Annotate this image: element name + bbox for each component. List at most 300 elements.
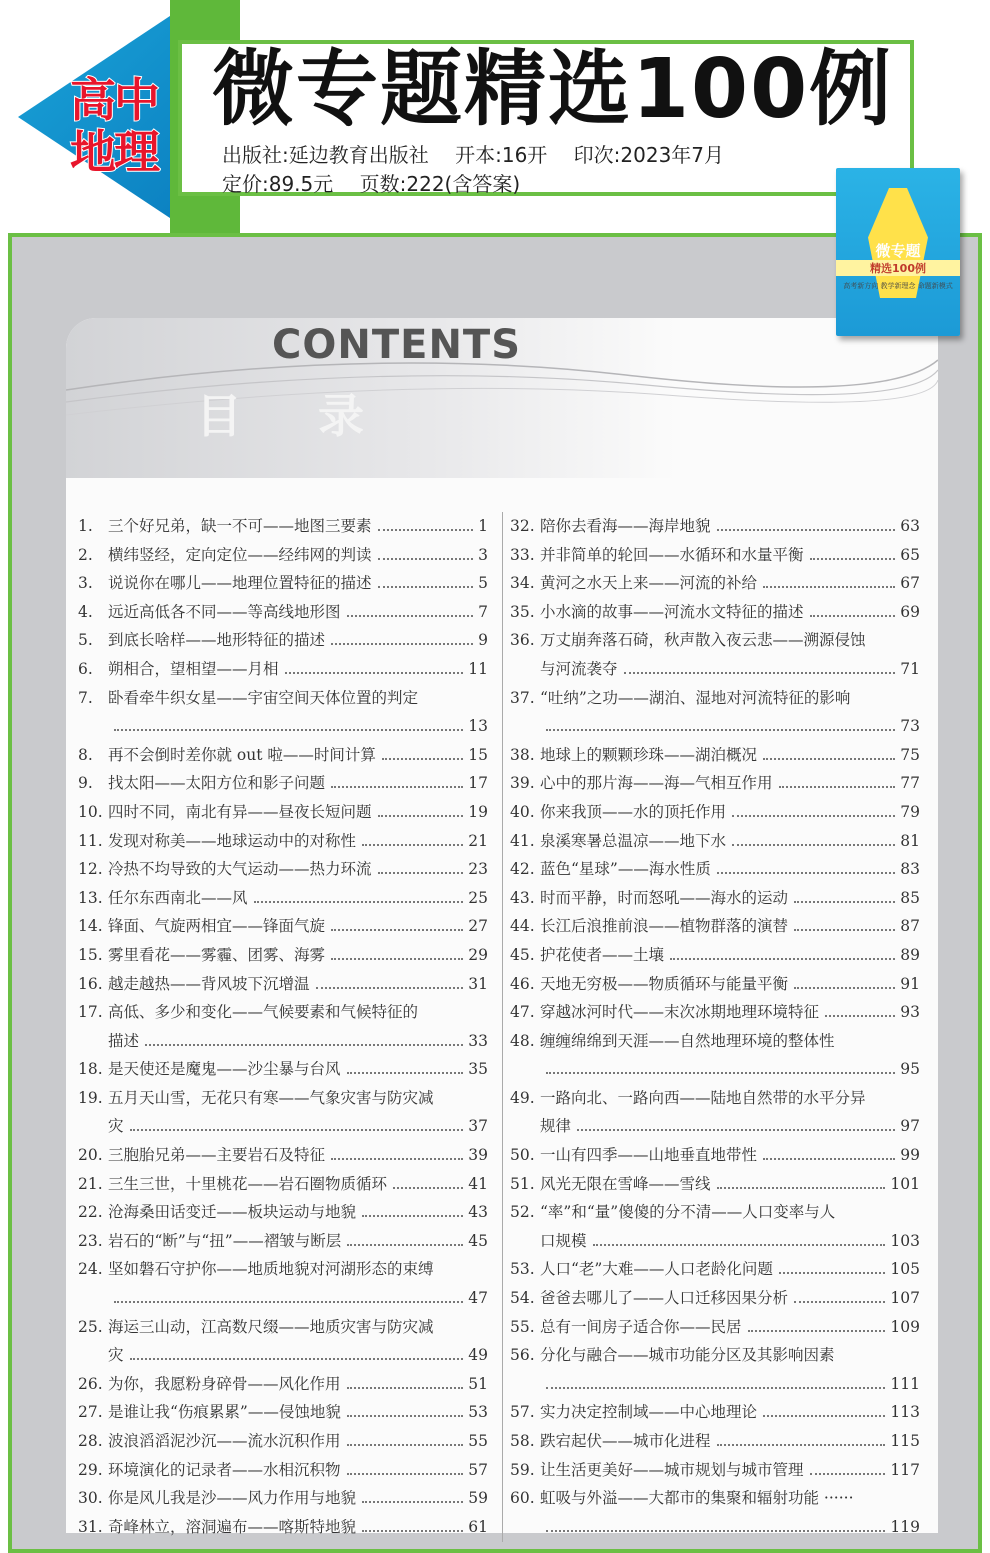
toc-entry[interactable] — [78, 684, 488, 741]
toc-entry-leader-row — [78, 1427, 488, 1456]
toc-entry[interactable] — [78, 912, 488, 941]
toc-page-number: 73 — [900, 717, 920, 736]
toc-entry-number: 34. — [510, 574, 535, 593]
toc-entry-title: 远近高低各不同——等高线地形图 — [108, 602, 341, 621]
toc-entry-leader-row — [78, 1370, 488, 1399]
toc-entry-title: 跌宕起伏——城市化进程 — [540, 1432, 711, 1450]
toc-dot-leader — [794, 901, 895, 903]
toc-entry[interactable] — [510, 541, 920, 570]
toc-entry[interactable] — [78, 512, 488, 541]
toc-entry[interactable] — [78, 1255, 488, 1312]
toc-page-number: 35 — [468, 1060, 488, 1079]
toc-entry-number: 51. — [510, 1174, 535, 1193]
toc-page-number: 105 — [890, 1260, 920, 1279]
toc-dot-leader — [378, 558, 474, 560]
toc-page-number: 97 — [900, 1117, 920, 1136]
toc-entry[interactable] — [510, 741, 920, 770]
toc-dot-leader — [114, 729, 463, 731]
toc-entry-leader-row — [510, 655, 920, 684]
toc-column-left — [78, 512, 488, 1541]
toc-page-number: 71 — [900, 659, 920, 678]
toc-dot-leader — [825, 1015, 895, 1017]
toc-dot-leader — [347, 1072, 464, 1074]
toc-page-number: 13 — [468, 717, 488, 736]
toc-entry[interactable] — [78, 769, 488, 798]
toc-entry-title: 三个好兄弟，缺一不可——地图三要素 — [108, 517, 372, 535]
toc-dot-leader — [593, 1244, 886, 1246]
toc-entry-number: 26. — [78, 1374, 103, 1393]
toc-entry-leader-row — [78, 626, 488, 655]
toc-entry[interactable] — [78, 1313, 488, 1370]
toc-entry-title: 小水滴的故事——河流水文特征的描述 — [540, 602, 804, 621]
toc-dot-leader — [382, 758, 463, 760]
toc-entry[interactable] — [510, 970, 920, 999]
toc-entry-number: 15. — [78, 945, 103, 964]
toc-dot-leader — [779, 1272, 886, 1274]
toc-entry-number: 22. — [78, 1203, 103, 1222]
toc-entry[interactable] — [78, 1513, 488, 1542]
toc-entry-number: 54. — [510, 1289, 535, 1308]
toc-page-number: 91 — [900, 974, 920, 993]
toc-dot-leader — [347, 1415, 463, 1417]
toc-entry-title: 灾 — [108, 1346, 124, 1365]
toc-dot-leader — [748, 1330, 886, 1332]
toc-entry-number: 56. — [510, 1346, 535, 1365]
info-line-2 — [222, 168, 540, 197]
toc-dot-leader — [717, 872, 895, 874]
toc-entry-number: 36. — [510, 631, 535, 650]
toc-entry-number: 25. — [78, 1317, 103, 1336]
toc-page-number: 15 — [468, 745, 488, 764]
toc-entry-title-line: 分化与融合——城市功能分区及其影响因素 — [540, 1346, 835, 1365]
toc-entry-title: 发现对称美——地球运动中的对称性 — [108, 831, 357, 850]
toc-dot-leader — [347, 615, 474, 617]
toc-entry[interactable] — [510, 569, 920, 598]
toc-entry[interactable] — [78, 827, 488, 856]
toc-entry[interactable] — [78, 855, 488, 884]
toc-entry-title: 让生活更美好——城市规划与城市管理 — [540, 1460, 804, 1479]
toc-entry-title: 三生三世，十里桃花——岩石圈物质循环 — [108, 1174, 388, 1193]
toc-entry[interactable] — [78, 970, 488, 999]
toc-entry-title: 一山有四季——山地垂直地带性 — [540, 1146, 758, 1165]
toc-entry[interactable] — [510, 798, 920, 827]
toc-entry-leader-row — [510, 855, 920, 884]
toc-entry-leader-row — [510, 598, 920, 627]
toc-entry-title: 任尔东西南北——风 — [108, 888, 248, 907]
toc-entry-leader-row — [78, 1484, 488, 1513]
toc-page-number: 33 — [468, 1031, 488, 1050]
toc-page-number: 107 — [890, 1289, 920, 1308]
toc-entry[interactable] — [78, 998, 488, 1055]
toc-entry-leader-row — [78, 1227, 488, 1256]
toc-dot-leader — [347, 1444, 464, 1446]
subject-label — [70, 74, 180, 178]
toc-dot-leader — [794, 929, 895, 931]
toc-entry-leader-row — [78, 1398, 488, 1427]
toc-entry-number: 4. — [78, 602, 93, 621]
toc-page-number: 103 — [890, 1231, 920, 1250]
toc-entry[interactable] — [78, 1484, 488, 1513]
toc-entry[interactable] — [510, 1027, 920, 1084]
toc-entry[interactable] — [78, 1398, 488, 1427]
toc-dot-leader — [717, 1187, 886, 1189]
toc-dot-leader — [285, 672, 464, 674]
subject-line-2: 地理 — [70, 125, 158, 179]
toc-page-number: 85 — [900, 888, 920, 907]
toc-entry-leader-row — [510, 1255, 920, 1284]
toc-entry-title-line: 海运三山动，江高数尺缀——地质灾害与防灾减 — [108, 1317, 434, 1336]
toc-page-number: 119 — [890, 1517, 920, 1536]
toc-entry-title: 再不会倒时差你就 out 啦——时间计算 — [108, 745, 376, 764]
toc-entry-title: 到底长啥样——地形特征的描述 — [108, 631, 326, 650]
toc-entry[interactable] — [78, 541, 488, 570]
toc-page-number: 47 — [468, 1289, 488, 1308]
toc-entry-number: 19. — [78, 1088, 103, 1107]
toc-page-number: 27 — [468, 917, 488, 936]
toc-dot-leader — [794, 987, 895, 989]
toc-entry-number: 32. — [510, 517, 535, 535]
toc-page-number: 51 — [468, 1374, 488, 1393]
toc-entry-title-line: 缠缠绵绵到天涯——自然地理环境的整体性 — [540, 1031, 835, 1050]
toc-entry-leader-row — [78, 970, 488, 999]
toc-page-number: 95 — [900, 1060, 920, 1079]
toc-entry-leader-row — [78, 569, 488, 598]
toc-entry-title: 岩石的“断”与“扭”——褶皱与断层 — [108, 1231, 342, 1250]
book-title: 微专题精选100例 — [212, 42, 894, 137]
toc-entry-title-line: 五月天山雪，无花只有寒——气象灾害与防灾减 — [108, 1088, 434, 1107]
toc-entry[interactable] — [78, 626, 488, 655]
toc-entry-leader-row — [78, 1284, 488, 1313]
toc-entry[interactable] — [510, 998, 920, 1027]
toc-page-number: 67 — [900, 574, 920, 593]
toc-entry-number: 50. — [510, 1146, 535, 1165]
toc-entry-number: 45. — [510, 945, 535, 964]
toc-page-number: 83 — [900, 860, 920, 879]
toc-entry[interactable] — [78, 1370, 488, 1399]
toc-entry[interactable] — [78, 569, 488, 598]
toc-entry-leader-row — [78, 1141, 488, 1170]
toc-entry[interactable] — [78, 1170, 488, 1199]
toc-entry[interactable] — [510, 769, 920, 798]
toc-entry-title: 是天使还是魔鬼——沙尘暴与台风 — [108, 1060, 341, 1079]
toc-entry-number: 16. — [78, 974, 103, 993]
toc-entry[interactable] — [510, 1084, 920, 1141]
toc-dot-leader — [378, 529, 474, 531]
toc-entry[interactable] — [510, 1427, 920, 1456]
toc-page-number: 7 — [478, 602, 488, 621]
toc-entry[interactable] — [510, 1284, 920, 1313]
toc-dot-leader — [362, 844, 463, 846]
toc-page-number: 101 — [890, 1174, 920, 1193]
toc-entry-leader-row — [510, 1370, 920, 1399]
toc-entry-leader-row — [78, 827, 488, 856]
toc-entry-leader-row — [78, 1027, 488, 1056]
toc-entry[interactable] — [78, 598, 488, 627]
toc-entry-leader-row — [78, 1198, 488, 1227]
toc-entry[interactable] — [78, 1456, 488, 1485]
toc-entry[interactable] — [510, 827, 920, 856]
printing: 印次:2023年7月 — [573, 143, 725, 167]
toc-entry-leader-row — [78, 1456, 488, 1485]
toc-entry-leader-row — [510, 1055, 920, 1084]
toc-entry[interactable] — [78, 1227, 488, 1256]
toc-dot-leader — [331, 958, 463, 960]
toc-entry-leader-row — [510, 1427, 920, 1456]
toc-entry[interactable] — [78, 1084, 488, 1141]
toc-page-number: 37 — [468, 1117, 488, 1136]
toc-entry-leader-row — [510, 1456, 920, 1485]
toc-entry-leader-row — [78, 1170, 488, 1199]
toc-entry[interactable] — [78, 798, 488, 827]
toc-entry[interactable] — [78, 1198, 488, 1227]
toc-dot-leader — [546, 729, 895, 731]
toc-entry-leader-row — [510, 1313, 920, 1342]
toc-page-number: 63 — [900, 517, 920, 535]
toc-entry-title: 口规模 — [540, 1231, 587, 1250]
cover-title: 微专题 — [875, 242, 921, 260]
toc-entry-number: 41. — [510, 831, 535, 850]
toc-entry-title: 泉溪寒暑总温凉——地下水 — [540, 831, 727, 850]
toc-entry-number: 35. — [510, 602, 535, 621]
toc-page-number: 21 — [468, 831, 488, 850]
toc-page-number: 3 — [478, 545, 488, 564]
toc-entry[interactable] — [510, 1341, 920, 1398]
toc-entry[interactable] — [510, 855, 920, 884]
toc-entry-number: 44. — [510, 917, 535, 936]
toc-entry[interactable] — [78, 1055, 488, 1084]
toc-dot-leader — [145, 1044, 463, 1046]
column-divider — [502, 512, 503, 1542]
toc-entry-number: 13. — [78, 888, 103, 907]
toc-entry[interactable] — [78, 741, 488, 770]
toc-dot-leader — [331, 643, 473, 645]
toc-page-number: 25 — [468, 888, 488, 907]
toc-entry[interactable] — [78, 1427, 488, 1456]
toc-entry-leader-row — [510, 541, 920, 570]
toc-entry-title-line: 高低、多少和变化——气候要素和气候特征的 — [108, 1003, 419, 1022]
toc-entry-title: 灾 — [108, 1117, 124, 1136]
toc-page-number: 89 — [900, 945, 920, 964]
toc-entry-number: 27. — [78, 1403, 103, 1422]
toc-entry-number: 30. — [78, 1489, 103, 1508]
toc-page-number: 1 — [478, 517, 488, 535]
toc-column-right — [510, 512, 920, 1541]
toc-entry-leader-row — [510, 827, 920, 856]
publisher: 出版社:延边教育出版社 — [222, 143, 429, 167]
toc-entry-leader-row — [510, 970, 920, 999]
toc-dot-leader — [347, 1244, 463, 1246]
toc-entry-number: 28. — [78, 1432, 103, 1450]
toc-page-number: 49 — [468, 1346, 488, 1365]
toc-entry-number: 2. — [78, 545, 93, 564]
toc-entry-title-line: 虹吸与外溢——大都市的集聚和辐射功能 ······ — [540, 1489, 854, 1508]
toc-dot-leader — [717, 1444, 886, 1446]
toc-entry-title: 横纬竖经，定向定位——经纬网的判读 — [108, 545, 372, 564]
toc-entry-title: 奇峰林立，溶洞遍布——喀斯特地貌 — [108, 1517, 357, 1536]
price: 定价:89.5元 — [222, 172, 334, 196]
toc-entry-title: 越走越热——背风坡下沉增温 — [108, 974, 310, 993]
toc-entry-title: 心中的那片海——海—气相互作用 — [540, 774, 773, 793]
toc-page-number: 93 — [900, 1003, 920, 1022]
toc-entry-title: 描述 — [108, 1031, 140, 1050]
toc-entry[interactable] — [510, 1141, 920, 1170]
toc-entry-leader-row — [510, 798, 920, 827]
toc-entry-leader-row — [78, 941, 488, 970]
toc-entry[interactable] — [510, 626, 920, 683]
toc-entry-number: 14. — [78, 917, 103, 936]
toc-dot-leader — [393, 1187, 463, 1189]
toc-dot-leader — [546, 1530, 885, 1532]
toc-dot-leader — [763, 1415, 885, 1417]
toc-entry[interactable] — [510, 1255, 920, 1284]
toc-entry-title: 并非简单的轮回——水循环和水量平衡 — [540, 545, 804, 564]
toc-page-number: 23 — [468, 860, 488, 879]
toc-entry-title: 总有一间房子适合你——民居 — [540, 1317, 742, 1336]
toc-entry-number: 48. — [510, 1031, 535, 1050]
toc-page-number: 99 — [900, 1146, 920, 1165]
toc-entry-leader-row — [510, 1284, 920, 1313]
toc-page-number: 77 — [900, 774, 920, 793]
toc-dot-leader — [331, 929, 463, 931]
toc-entry-leader-row — [510, 1141, 920, 1170]
toc-page-number: 41 — [468, 1174, 488, 1193]
toc-entry-leader-row — [510, 512, 920, 541]
toc-page-number: 53 — [468, 1403, 488, 1422]
toc-page-number: 75 — [900, 745, 920, 764]
info-line-1 — [222, 139, 744, 168]
toc-entry[interactable] — [78, 941, 488, 970]
toc-entry-leader-row — [78, 598, 488, 627]
toc-entry-number: 40. — [510, 802, 535, 821]
toc-entry[interactable] — [510, 684, 920, 741]
toc-dot-leader — [717, 529, 896, 531]
toc-dot-leader — [763, 1158, 895, 1160]
toc-entry-title: 陪你去看海——海岸地貌 — [540, 517, 711, 535]
toc-entry[interactable] — [510, 1313, 920, 1342]
toc-dot-leader — [577, 1129, 895, 1131]
toc-entry-title-line: “吐纳”之功——湖泊、湿地对河流特征的影响 — [540, 688, 851, 707]
toc-entry-leader-row — [78, 655, 488, 684]
toc-entry-number: 49. — [510, 1088, 535, 1107]
toc-entry[interactable] — [510, 941, 920, 970]
toc-entry-title: 穿越冰河时代——末次冰期地理环境特征 — [540, 1003, 820, 1022]
toc-dot-leader — [331, 786, 463, 788]
toc-entry[interactable] — [510, 1170, 920, 1199]
mulu-heading: 目 录 — [196, 389, 395, 443]
toc-page-number: 17 — [468, 774, 488, 793]
toc-entry[interactable] — [510, 598, 920, 627]
toc-entry-leader-row — [510, 912, 920, 941]
toc-entry-title: 锋面、气旋两相宜——锋面气旋 — [108, 917, 326, 936]
toc-dot-leader — [378, 815, 464, 817]
toc-dot-leader — [810, 558, 896, 560]
toc-dot-leader — [546, 1072, 895, 1074]
toc-entry-number: 38. — [510, 745, 535, 764]
toc-dot-leader — [670, 958, 895, 960]
toc-page-number: 39 — [468, 1146, 488, 1165]
toc-entry-number: 53. — [510, 1260, 535, 1279]
toc-page-number: 117 — [890, 1460, 920, 1479]
toc-dot-leader — [362, 1530, 463, 1532]
toc-entry-title: 爸爸去哪儿了——人口迁移因果分析 — [540, 1289, 789, 1308]
toc-dot-leader — [114, 1301, 463, 1303]
toc-dot-leader — [254, 901, 464, 903]
toc-entry-leader-row — [78, 855, 488, 884]
toc-dot-leader — [347, 1387, 464, 1389]
toc-entry-title: 三胞胎兄弟——主要岩石及特征 — [108, 1146, 326, 1165]
toc-entry-title: 与河流袭夺 — [540, 659, 618, 678]
toc-entry-title: 说说你在哪儿——地理位置特征的描述 — [108, 574, 372, 593]
toc-entry-title: 天地无穷极——物质循环与能量平衡 — [540, 974, 789, 993]
toc-entry-leader-row — [78, 1341, 488, 1370]
toc-entry-number: 59. — [510, 1460, 535, 1479]
book-cover-image — [836, 168, 960, 336]
toc-entry-leader-row — [78, 769, 488, 798]
toc-page-number: 113 — [890, 1403, 920, 1422]
toc-entry-title: 地球上的颗颗珍珠——湖泊概况 — [540, 745, 758, 764]
toc-entry-leader-row — [510, 712, 920, 741]
toc-entry-leader-row — [78, 1112, 488, 1141]
toc-entry-title: 你来我顶——水的顶托作用 — [540, 802, 727, 821]
toc-entry-number: 46. — [510, 974, 535, 993]
toc-page-number: 61 — [468, 1517, 488, 1536]
toc-entry-leader-row — [510, 569, 920, 598]
toc-entry-number: 5. — [78, 631, 93, 650]
toc-entry-title-line: 万丈崩奔落石碕，秋声散入夜云悲——溯源侵蚀 — [540, 631, 866, 650]
toc-entry[interactable] — [78, 655, 488, 684]
toc-entry-number: 52. — [510, 1203, 535, 1222]
toc-page-number: 43 — [468, 1203, 488, 1222]
toc-dot-leader — [810, 1473, 886, 1475]
toc-entry-title-line: 一路向北、一路向西——陆地自然带的水平分异 — [540, 1088, 866, 1107]
toc-entry-number: 12. — [78, 860, 103, 879]
toc-entry[interactable] — [510, 1398, 920, 1427]
toc-dot-leader — [331, 1158, 463, 1160]
toc-entry-title-line: “率”和“量”傻傻的分不清——人口变率与人 — [540, 1203, 836, 1222]
toc-entry-number: 60. — [510, 1489, 535, 1508]
toc-entry[interactable] — [510, 1456, 920, 1485]
toc-entry-title: 雾里看花——雾霾、团雾、海雾 — [108, 945, 326, 964]
toc-entry-number: 8. — [78, 745, 93, 764]
toc-entry[interactable] — [510, 1198, 920, 1255]
toc-dot-leader — [810, 615, 896, 617]
toc-entry-title: 你是风儿我是沙——风力作用与地貌 — [108, 1489, 357, 1508]
toc-entry-number: 37. — [510, 688, 535, 707]
toc-entry[interactable] — [510, 912, 920, 941]
toc-entry-leader-row — [78, 1513, 488, 1542]
toc-entry-number: 11. — [78, 831, 103, 850]
cover-tagline: 高考新方向 教学新理念 命题新模式 — [843, 282, 953, 290]
toc-page-number: 55 — [468, 1432, 488, 1450]
contents-heading: CONTENTS — [272, 322, 522, 368]
toc-entry-title: 是谁让我“伤痕累累”——侵蚀地貌 — [108, 1403, 341, 1422]
toc-dot-leader — [763, 586, 895, 588]
toc-entry[interactable] — [78, 1141, 488, 1170]
toc-page-number: 81 — [900, 831, 920, 850]
toc-entry[interactable] — [510, 512, 920, 541]
toc-entry-number: 18. — [78, 1060, 103, 1079]
toc-entry-title: 波浪滔滔泥沙沉——流水沉积作用 — [108, 1432, 341, 1450]
toc-page-number: 111 — [890, 1374, 920, 1393]
toc-dot-leader — [130, 1358, 464, 1360]
toc-entry-leader-row — [510, 741, 920, 770]
toc-entry-number: 21. — [78, 1174, 103, 1193]
toc-entry-number: 55. — [510, 1317, 535, 1336]
toc-entry[interactable] — [78, 884, 488, 913]
toc-entry-title-line: 卧看牵牛织女星——宇宙空间天体位置的判定 — [108, 688, 419, 707]
toc-entry[interactable] — [510, 884, 920, 913]
toc-page-number: 29 — [468, 945, 488, 964]
